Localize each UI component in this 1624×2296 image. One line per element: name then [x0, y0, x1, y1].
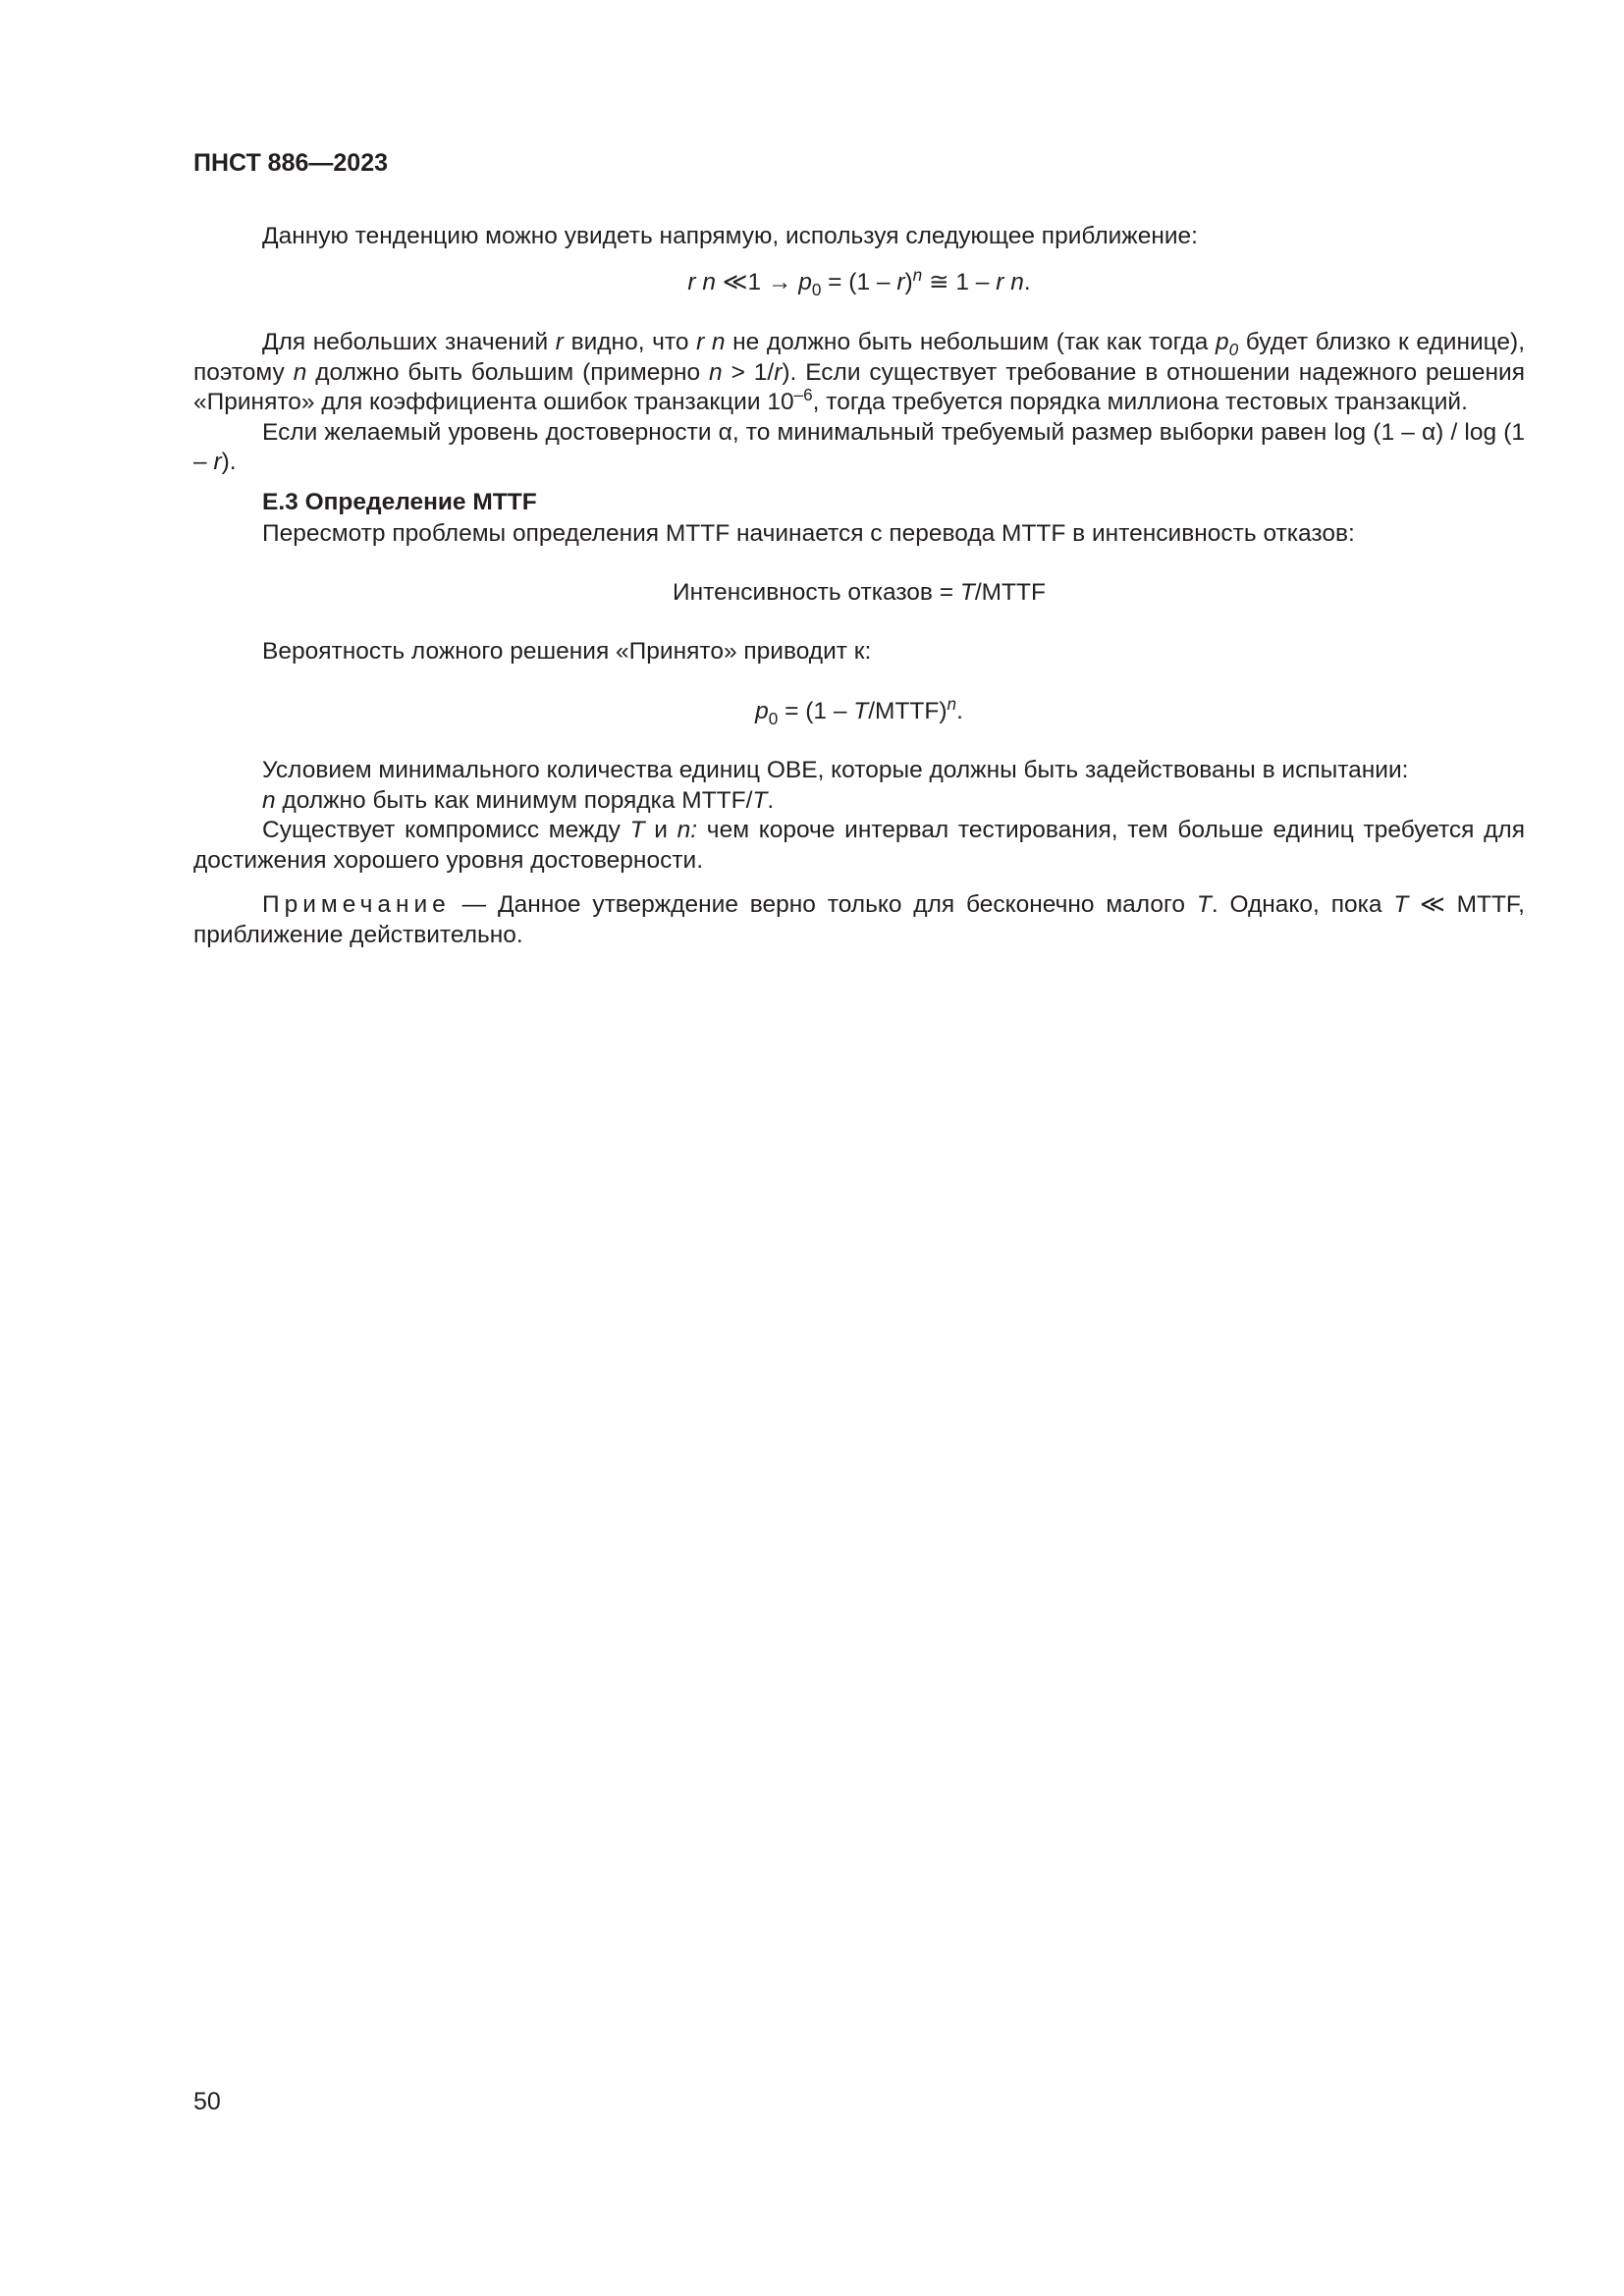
section-heading: E.3 Определение MTTF: [262, 488, 537, 515]
formula-p0: $p_0 = (1$ – T/MTTF)$^n$.: [755, 693, 963, 728]
paragraph-small-r: Для небольших значений r видно, что r n не должно быть небольшим (так как тогда $p_0$ будет близко к единице), поэтому n должно быть большим (примерно n > 1/r). Если существует требование в отношении надежного решения «Принято» для коэффициента ошибок транзакции $10^{-6}$, тогда требуется порядка миллиона тестовых транзакций.: [193, 329, 1526, 415]
paragraph-intro: Данную тенденцию можно увидеть напрямую, используя следующее приближение:: [262, 223, 1198, 249]
paragraph-n-order: n должно быть как минимум порядка MTTF/T.: [262, 786, 775, 814]
formula-approximation: r n ≪1 → $p_0 = (1 - r)^n$ ≅ 1 – r n.: [687, 264, 1031, 299]
paragraph-tradeoff: Существует компромисс между T и n: чем короче интервал тестирования, тем больше единиц требуется для достижения хорошего уровня достоверности.: [193, 817, 1525, 874]
document-id-header: ПНСТ 886—2023: [193, 149, 388, 177]
document-body: [193, 222, 1525, 950]
paragraph-confidence: Если желаемый уровень достоверности α, то минимальный требуемый размер выборки равен log (1 – α) / log (1 – r).: [193, 418, 1525, 475]
note-paragraph: Примечание — Данное утверждение верно только для бесконечно малого T. Однако, пока T ≪ MTTF, приближение действительно.: [193, 891, 1525, 948]
paragraph-mttf-intro: Пересмотр проблемы определения MTTF начинается с перевода MTTF в интенсивность отказов:: [262, 520, 1355, 547]
paragraph-false-accept: Вероятность ложного решения «Принято» приводит к:: [262, 638, 872, 665]
page-number: 50: [193, 2088, 221, 2115]
note-label: Примечание: [262, 891, 451, 918]
formula-failure-rate: Интенсивность отказов = T/MTTF: [673, 578, 1046, 606]
paragraph-min-units: Условием минимального количества единиц ОВЕ, которые должны быть задействованы в испытании:: [262, 757, 1409, 783]
